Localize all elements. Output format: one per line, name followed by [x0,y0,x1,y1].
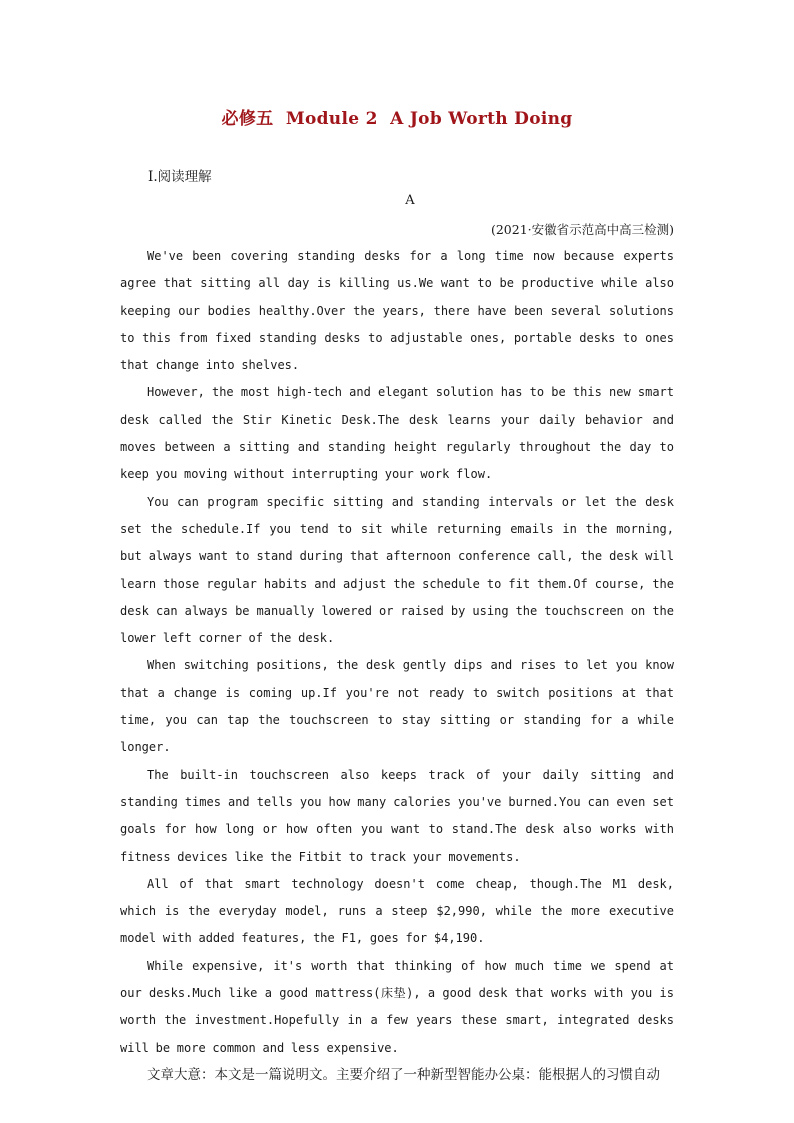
paragraph-6: All of that smart technology doesn't come cheap, though.The M1 desk, which is the everyday model, runs a steep $2,990, while the more executive model with added features, the F1, goes for $4,190. [120,876,674,946]
paragraph-5: The built-in touchscreen also keeps track of your daily sitting and standing times and tells you how many calories you've burned.You can even set goals for how long or how often you want to stand.The desk also works with fitness devices like the Fitbit to track your movements. [120,767,674,864]
paragraph-1: We've been covering standing desks for a long time now because experts agree that sitting all day is killing us.We want to be productive while also keeping our bodies healthy.Over the years, there have been several solutions to this from fixed standing desks to adjustable ones, portable desks to ones that change into shelves. [120,249,674,373]
article-summary: 文章大意：本文是一篇说明文。主要介绍了一种新型智能办公桌：能根据人的习惯自动 [147,1066,660,1083]
page-title: 必修五 Module 2 A Job Worth Doing [221,109,573,129]
paragraph-7: While expensive, it's worth that thinking of how much time we spend at our desks.Much like a good mattress(床垫), a good desk that works with you is worth the investment.Hopefully in a few years these smart, integrated desks will be more common and less expensive. [120,958,674,1055]
passage-body [120,243,674,1089]
paragraph-2: However, the most high-tech and elegant solution has to be this new smart desk called the Stir Kinetic Desk.The desk learns your daily behavior and moves between a sitting and standing height regularly throughout the day to keep you moving without interrupting your work flow. [120,385,674,482]
section-heading: Ⅰ.阅读理解 [148,169,212,185]
source-citation: (2021·安徽省示范高中高三检测) [490,222,674,237]
paragraph-4: When switching positions, the desk gently dips and rises to let you know that a change is coming up.If you're not ready to switch positions at that time, you can tap the touchscreen to stay sitting or standing for a while longer. [120,658,674,755]
passage-letter: A [405,193,415,208]
paragraph-3: You can program specific sitting and standing intervals or let the desk set the schedule.If you tend to sit while returning emails in the morning, but always want to stand during that afternoon conference call, the desk will learn those regular habits and adjust the schedule to fit them.Of course, the desk can always be manually lowered or raised by using the touchscreen on the lower left corner of the desk. [120,494,674,646]
